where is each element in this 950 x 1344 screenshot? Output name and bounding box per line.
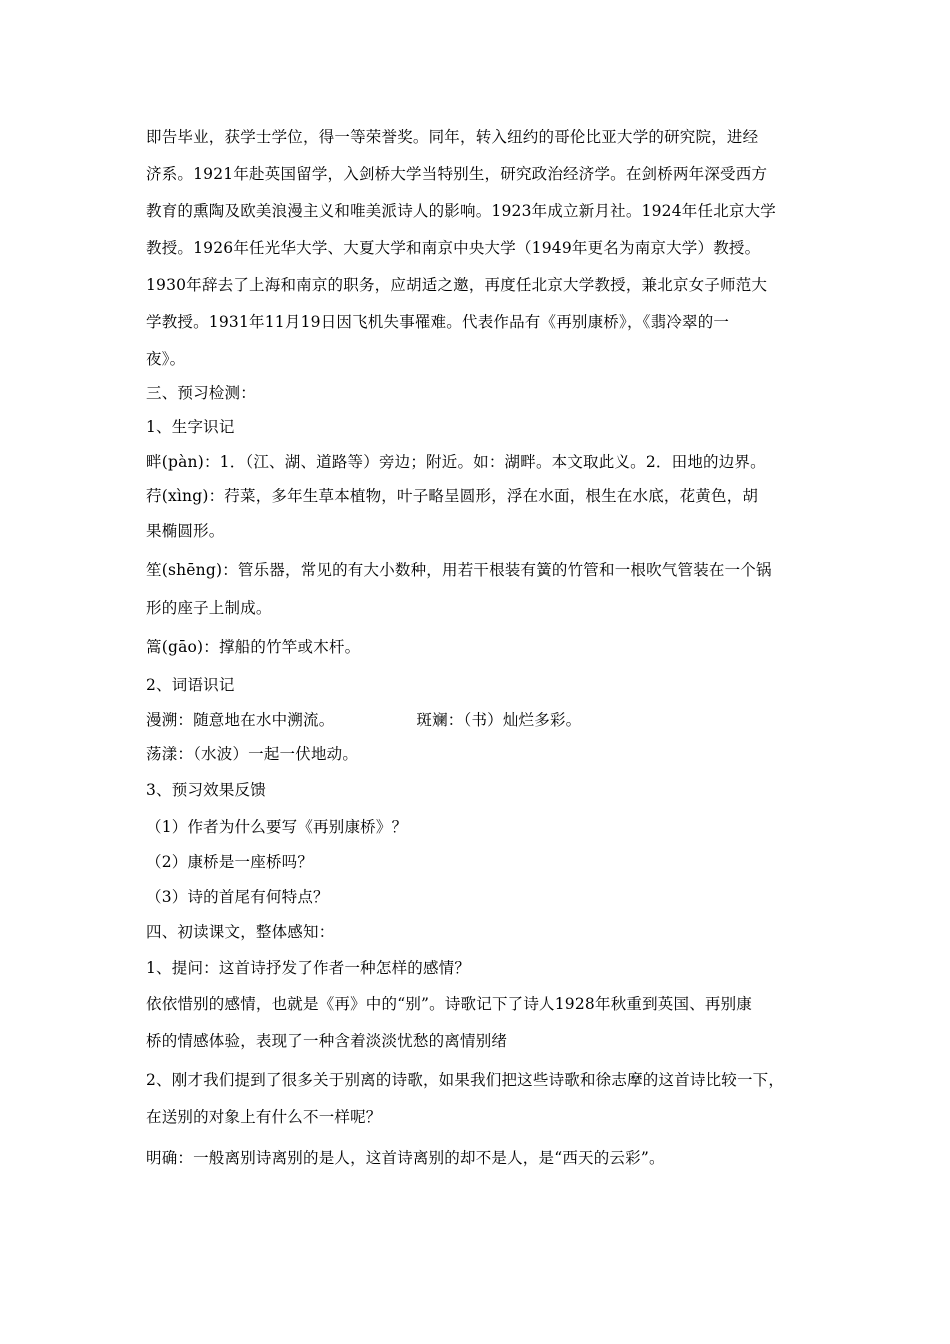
word-dangyang: 荡漾：（水波）一起一伏地动。 xyxy=(146,745,359,763)
vocab-pan: 畔(pàn)：1．（江、湖、道路等）旁边；附近。如：湖畔。本文取此义。2．田地的边界。 xyxy=(146,453,766,471)
vocab-sheng-cont: 形的座子上制成。 xyxy=(146,599,272,617)
words-heading: 2、词语识记 xyxy=(146,676,235,694)
answer-2: 明确：一般离别诗离别的是人，这首诗离别的却不是人，是“西天的云彩”。 xyxy=(146,1149,665,1167)
feedback-q3: （3）诗的首尾有何特点？ xyxy=(146,888,329,906)
bio-line-2: 济系。1921年赴英国留学，入剑桥大学当特别生，研究政治经济学。在剑桥两年深受西方 xyxy=(146,165,768,183)
section3-heading: 三、预习检测： xyxy=(146,384,256,402)
word-manshuo: 漫溯：随意地在水中溯流。 xyxy=(146,711,335,729)
bio-line-3: 教育的熏陶及欧美浪漫主义和唯美派诗人的影响。1923年成立新月社。1924年任北京大学 xyxy=(146,202,776,220)
bio-line-4: 教授。1926年任光华大学、大夏大学和南京中央大学（1949年更名为南京大学）教授。 xyxy=(146,239,761,257)
feedback-q1: （1）作者为什么要写《再别康桥》？ xyxy=(146,818,408,836)
answer-1-line-2: 桥的情感体验，表现了一种含着淡淡忧愁的离情别绪 xyxy=(146,1032,508,1050)
bio-line-7: 夜》。 xyxy=(146,350,186,368)
word-banlan: 斑斓：（书）灿烂多彩。 xyxy=(416,711,582,729)
vocab-xing: 荇(xìng)：荇菜，多年生草本植物，叶子略呈圆形，浮在水面，根生在水底，花黄色，胡 xyxy=(146,487,759,505)
question-1: 1、提问：这首诗抒发了作者一种怎样的感情？ xyxy=(146,959,471,977)
feedback-q2: （2）康桥是一座桥吗？ xyxy=(146,853,314,871)
words-row-1 xyxy=(146,710,581,730)
bio-line-1: 即告毕业，获学士学位，得一等荣誉奖。同年，转入纽约的哥伦比亚大学的研究院，进经 xyxy=(146,128,759,146)
bio-line-6: 学教授。1931年11月19日因飞机失事罹难。代表作品有《再别康桥》，《翡冷翠的一 xyxy=(146,313,730,331)
question-2-line-1: 2、刚才我们提到了很多关于别离的诗歌，如果我们把这些诗歌和徐志摩的这首诗比较一下， xyxy=(146,1071,785,1089)
vocab-xing-cont: 果椭圆形。 xyxy=(146,522,225,540)
vocab-sheng: 笙(shēng)：管乐器，常见的有大小数种，用若干根装有簧的竹管和一根吹气管装在一个锅 xyxy=(146,561,772,579)
section4-heading: 四、初读课文，整体感知： xyxy=(146,923,335,941)
bio-line-5: 1930年辞去了上海和南京的职务，应胡适之邀，再度任北京大学教授，兼北京女子师范大 xyxy=(146,276,768,294)
vocab-heading: 1、生字识记 xyxy=(146,418,235,436)
feedback-heading: 3、预习效果反馈 xyxy=(146,781,266,799)
vocab-gao: 篙(gāo)：撑船的竹竿或木杆。 xyxy=(146,638,361,656)
question-2-line-2: 在送别的对象上有什么不一样呢？ xyxy=(146,1108,382,1126)
answer-1-line-1: 依依惜别的感情，也就是《再》中的“别”。诗歌记下了诗人1928年秋重到英国、再别康 xyxy=(146,995,752,1013)
